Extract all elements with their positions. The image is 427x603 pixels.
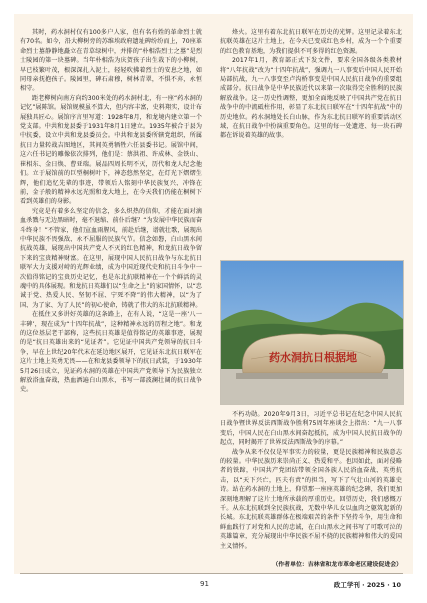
article-right-column-top xyxy=(220,28,402,256)
article-right-column-bottom xyxy=(220,410,402,558)
article-paragraph: 2017年1月，教育部正式下发文件，要求全国各级各类教材将“八年抗战”改为“十四年抗战”，强调九一八事变后中国人民开始局部抗战，九一八事变至卢沟桥事变是中国人民抗日战争的重要组成部分。抗日战争是中华民族近代以来第一次取得完全胜利的民族解放战争。这一历史性调整，更加全面地反映了中国共产党在抗日战争中的中流砥柱作用，彰显了东北抗日联军在“十四年抗战”中的历史地位。药水洞地处长白山脉，作为东北抗日联军的重要活动区域，在抗日战争中扮演重要角色。这里的每一处遗迹、每一块石碑都在诉说着英雄的故事。 xyxy=(220,57,402,140)
article-paragraph: 其时，药水洞村仅有100多户人家，但有名有姓的革命烈士就有70名。如今，沿大柳树旁的苏维埃政府遗址碑纷纷而上，70座革命烈士墓静静地矗立在青草绿树中，并排的“朴相浩烈士之墓”是烈士陵园的第一块墓碑。当年朴相浩为庆贺孩子出生栽下的小柳树，早已枝繁叶茂，根深深扎入泥土，轻轻吹拂着烈士的安息之地，如同母亲抚抱孩子。陵园里，碑石肃穆，树林青翠，不惧不弃，永恒相守。 xyxy=(20,29,202,93)
article-paragraph: 战争从来不仅仅是军事实力的较量，更是民族精神和民族意志的较量。中华民族历来崇尚正义、热爱和平。也因如此，面对侵略者的铁蹄，中国共产党团结带领全国各族人民浴血奋战、英勇抗击，以“天下兴亡，匹夫有责”的担当，写下了气壮山河的英雄史诗。站在药水洞的土地上，仰望那一座座英雄的纪念碑，我们更加深刻地理解了这片土地所承载的厚重历史。回望历史，我们感慨万千。从东北抗联到全民族抗战，无数中华儿女以血肉之躯筑起新的长城。东北抗联英雄群体在极端艰苦的条件下坚持斗争，用生命和鲜血践行了对党和人民的忠诚，在白山黑水之间书写了可歌可泣的英雄篇章，充分展现出中华民族不屈不挠的民族精神和伟大的爱国主义情怀。 xyxy=(220,448,402,550)
monument-stone-photo-icon xyxy=(221,261,403,404)
author-affiliation: （作者单位：吉林省和龙市革命老区建设促进会） xyxy=(272,562,402,568)
page-number: 91 xyxy=(200,580,209,588)
stone-inscription: 药水洞抗日根据地 xyxy=(269,351,357,364)
article-paragraph: 究竟是有着多么坚定的信念，多么炽热的信仰，才能在面对滴血杀戮与无边黑暗时，毫不退缩、前仆后继？“为发展中华民族而奋斗终身！”不管家，他们宣血雨腥风，前赴后继，谱就壮歌，展现出中华民族不畏强敌、永不屈服的民族气节。信念如磐，白山黑水间抗战英雄，展现出中国共产党人不灭的红色精神，和龙抗日战争留下来的宝贵精神财富。在这里，展现中国人民抗日战争与东北抗日联军大力支援对峙的光辉业绩，成为中国近现代史和抗日斗争中一次值得铭记的宝贵历史记忆，也是东北抗联精神在一个个鲜活的灵魂中的具体展现。和龙抗日英雄们以“生命之上”的家国情怀，以“忠诚于党、热爱人民、坚韧不屈、宁死不降”的伟大精神，以“为了国、为了家、为了人民”的初心使命，铸就了伟大的东北抗联精神。 xyxy=(20,207,202,309)
article-paragraph: 在抵住又多讲好英雄的这条路上，在有人说，“这是一座‘八一丰碑’，现在成为“十四年抗战”，这种精神永远的历程之地”。和龙的这位基层老干部称，这些抗日英雄是值得铭记的英雄事迹，展现的是“抗日英雄出来的“见证者”。它见证中国共产党领导的抗日斗争，早在上世纪20年代末在延边地区展开，它见证东北抗日联军在这片土地上英勇无畏——在和龙县委领导下的抗日武装，于1930年5月26日成立，见证药水洞的英雄在中国共产党领导下为民族独立解放浴血奋战，热血洒遍白山黑水，书写一部波澜壮阔的抗日战争史。 xyxy=(20,311,202,394)
footer-divider xyxy=(20,573,403,574)
article-paragraph: 距老柳树向南方向约300米处的药水洞村北，有一座“药水洞的记忆”展陈馆。展馆规模虽不算大，但内容丰富，史料翔实，设计布展独具匠心。展馆序言里写道：1928年8月，和龙境内建立第一个党支部。中共和龙县委于1931年8月1日建立。1935年被合于县为中抗委，设立中共和龙县委员会。中共和龙县委所辖党组织，所属抗日力量转战吉图地区，其间英勇牺牲六任县委书记。展馆中间，这六任书记的雕像依次排列，他们是：蔡洪祖、许成林、金铁山、崔相东、金日焕、曹亚瑞。展品四周长明不灭，历代和龙人纪念他们。立于展馆前的巨型桐树叶下，神态悠然坚定，在灯光下熠熠生辉，他们追忆先辈的事迹，带领后人铭刻中华民族复兴、冲锋在前，金子般的精神永远光照和龙大地上，在今天我们仍能在桐树下看到英雄们的身影。 xyxy=(20,94,202,206)
monument-photo xyxy=(220,260,404,405)
journal-name: 政工学刊 · 2025 · 10 xyxy=(333,581,401,589)
article-left-column xyxy=(20,28,202,395)
article-paragraph: 烽火。这里有着东北抗日联军在历史的光辉。这里记录着东北抗联英雄在这片土地上，在今天已变成红色乡村，成为一个个重要的红色教育基地，为我们提供不可多得的红色资源。 xyxy=(220,29,402,55)
article-paragraph: 不朽功勋。2020年9月3日，习近平总书记在纪念中国人民抗日战争暨世界反法西斯战争胜利75周年座谈会上指出：“九一八事变后，中国人民在白山黑水间奋起抵抗，成为中国人民抗日战争的起点，同时揭开了世界反法西斯战争的序幕。” xyxy=(220,411,402,447)
